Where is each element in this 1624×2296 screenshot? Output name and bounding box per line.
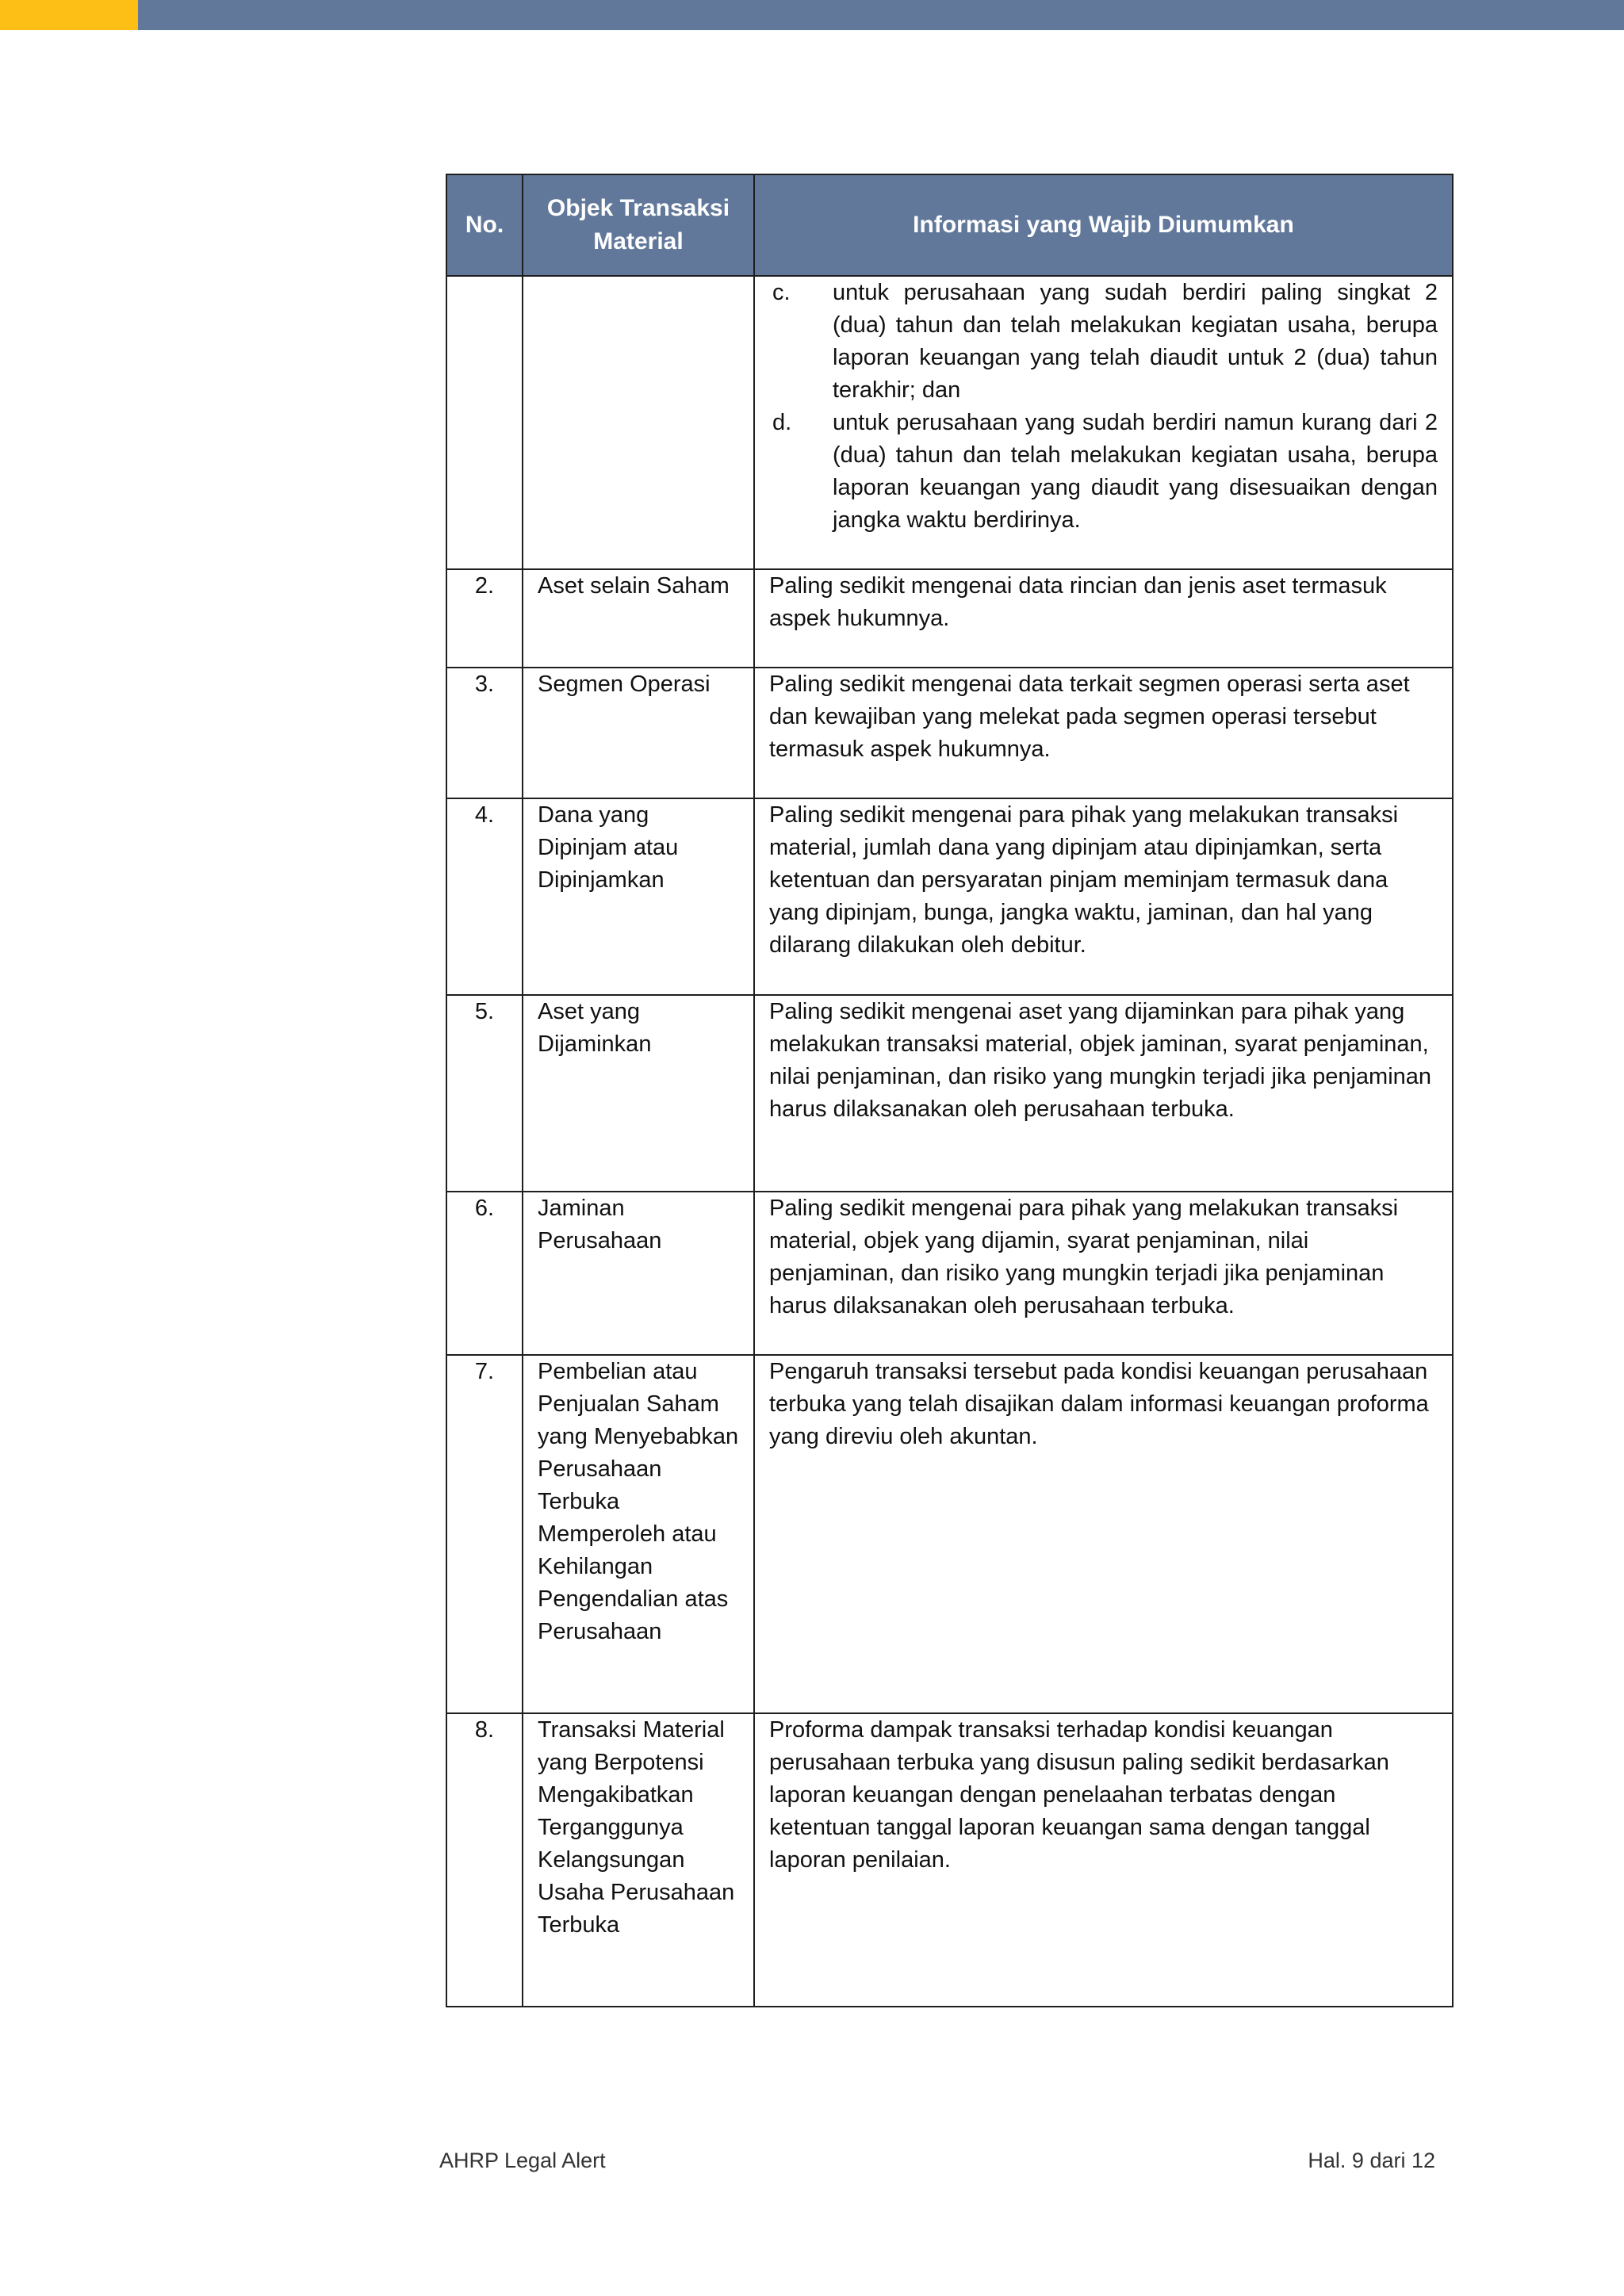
cell-no: 5. <box>446 995 523 1192</box>
table-row <box>446 1192 1453 1355</box>
cell-info: Paling sedikit mengenai para pihak yang melakukan transaksi material, jumlah dana yang dipinjam atau dipinjamkan, serta ketentuan dan persyaratan pinjam meminjam termasuk dana yang dipinjam, bunga, jangka waktu, jaminan, dan hal yang dilarang dilakukan oleh debitur. <box>754 798 1453 995</box>
table-row <box>446 798 1453 995</box>
cell-info: Pengaruh transaksi tersebut pada kondisi keuangan perusahaan terbuka yang telah disajikan dalam informasi keuangan proforma yang direviu oleh akuntan. <box>754 1355 1453 1713</box>
top-banner-accent <box>0 0 138 30</box>
cell-info: Proforma dampak transaksi terhadap kondisi keuangan perusahaan terbuka yang disusun paling sedikit berdasarkan laporan keuangan dengan penelaahan terbatas dengan ketentuan tanggal laporan keuangan sama dengan tanggal laporan penilaian. <box>754 1713 1453 2007</box>
cell-object: Dana yang Dipinjam atau Dipinjamkan <box>523 798 754 995</box>
list-item-text: untuk perusahaan yang sudah berdiri paling singkat 2 (dua) tahun dan telah melakukan kegiatan usaha, berupa laporan keuangan yang telah diaudit untuk 2 (dua) tahun terakhir; dan <box>833 280 1438 403</box>
cell-no: 6. <box>446 1192 523 1355</box>
cell-object: Aset selain Saham <box>523 569 754 668</box>
footer-page-number: Hal. 9 dari 12 <box>1308 2149 1435 2172</box>
list-marker: c. <box>772 280 791 305</box>
header-object: Objek Transaksi Material <box>523 174 754 276</box>
cell-info-continuation <box>754 276 1453 569</box>
material-transaction-table <box>446 174 1454 2007</box>
cell-object: Transaksi Material yang Berpotensi Mengakibatkan Terganggunya Kelangsungan Usaha Perusahaan Terbuka <box>523 1713 754 2007</box>
cell-object: Aset yang Dijaminkan <box>523 995 754 1192</box>
header-info: Informasi yang Wajib Diumumkan <box>754 174 1453 276</box>
table-row <box>446 1355 1453 1713</box>
cell-object: Pembelian atau Penjualan Saham yang Menyebabkan Perusahaan Terbuka Memperoleh atau Kehilangan Pengendalian atas Perusahaan <box>523 1355 754 1713</box>
cell-no: 7. <box>446 1355 523 1713</box>
cell-no: 8. <box>446 1713 523 2007</box>
cell-info: Paling sedikit mengenai para pihak yang melakukan transaksi material, objek yang dijamin, syarat penjaminan, nilai penjaminan, dan risiko yang mungkin terjadi jika penjaminan harus dilaksanakan oleh perusahaan terbuka. <box>754 1192 1453 1355</box>
table-header-row <box>446 174 1453 276</box>
header-no: No. <box>446 174 523 276</box>
list-item-text: untuk perusahaan yang sudah berdiri namun kurang dari 2 (dua) tahun dan telah melakukan kegiatan usaha, berupa laporan keuangan yang diaudit yang disesuaikan dengan jangka waktu berdirinya. <box>833 410 1438 533</box>
footer-publication-name: AHRP Legal Alert <box>439 2149 606 2172</box>
cell-info: Paling sedikit mengenai aset yang dijaminkan para pihak yang melakukan transaksi material, objek jaminan, syarat penjaminan, nilai penjaminan, dan risiko yang mungkin terjadi jika penjaminan harus dilaksanakan oleh perusahaan terbuka. <box>754 995 1453 1192</box>
cell-object: Jaminan Perusahaan <box>523 1192 754 1355</box>
cell-no-empty <box>446 276 523 569</box>
continuation-list <box>769 277 1438 537</box>
cell-info: Paling sedikit mengenai data terkait segmen operasi serta aset dan kewajiban yang melekat pada segmen operasi tersebut termasuk aspek hukumnya. <box>754 668 1453 798</box>
table-row-continuation <box>446 276 1453 569</box>
cell-object-empty <box>523 276 754 569</box>
table-row <box>446 569 1453 668</box>
list-item <box>772 407 1438 537</box>
list-marker: d. <box>772 410 792 435</box>
cell-no: 4. <box>446 798 523 995</box>
table-row <box>446 668 1453 798</box>
top-banner <box>0 0 1624 30</box>
table-row <box>446 1713 1453 2007</box>
cell-no: 2. <box>446 569 523 668</box>
cell-info: Paling sedikit mengenai data rincian dan jenis aset termasuk aspek hukumnya. <box>754 569 1453 668</box>
list-item <box>772 277 1438 407</box>
table-row <box>446 995 1453 1192</box>
cell-object: Segmen Operasi <box>523 668 754 798</box>
cell-no: 3. <box>446 668 523 798</box>
